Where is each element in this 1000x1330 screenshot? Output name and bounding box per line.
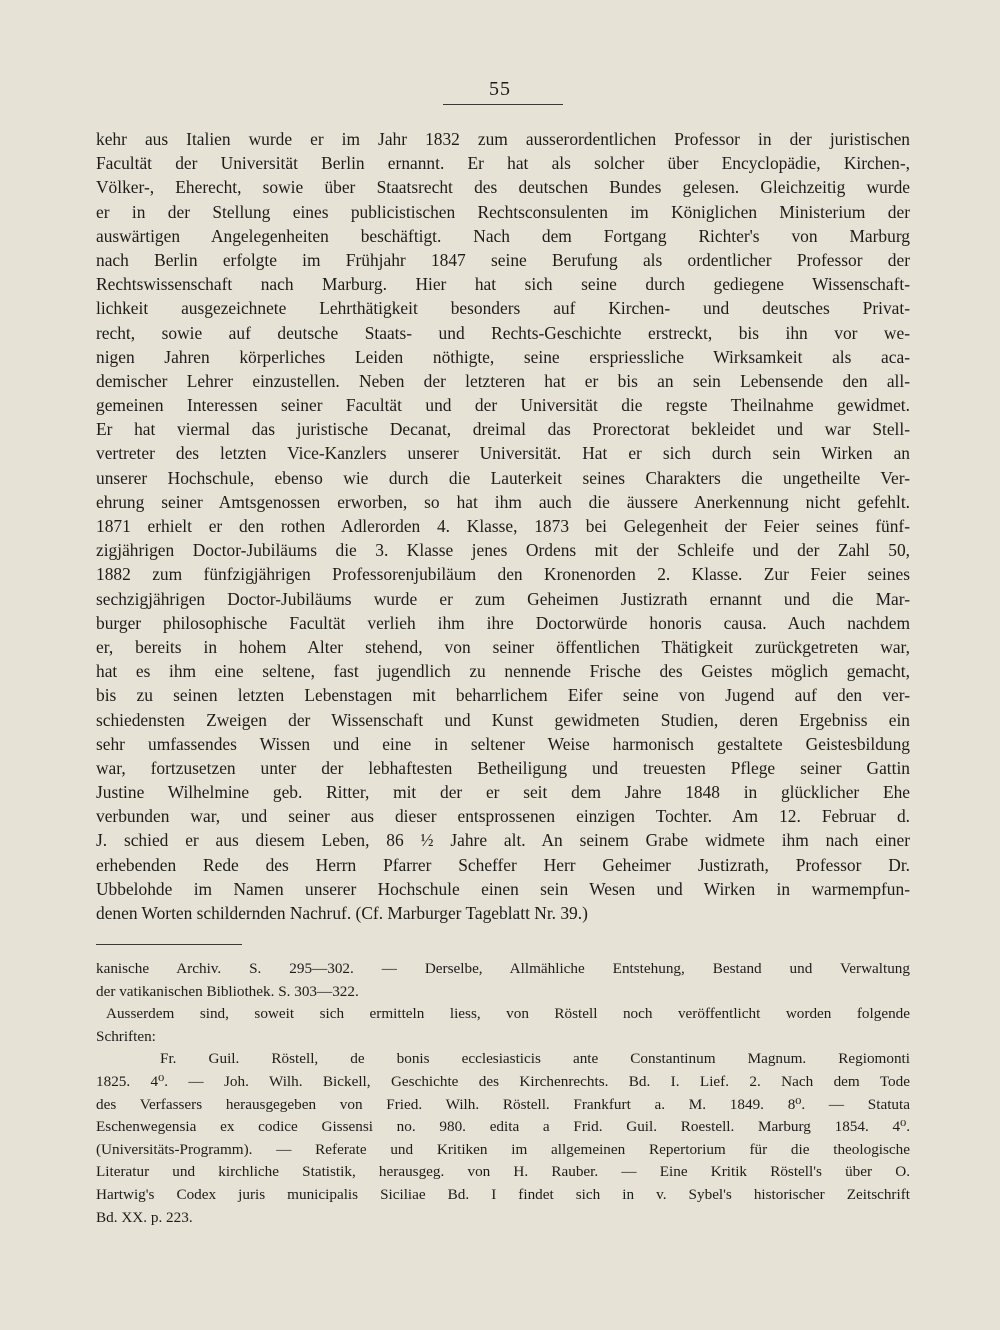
body-line: Rechtswissenschaft nach Marburg. Hier hat sich seine durch gediegene Wissenschaft- <box>96 274 910 295</box>
page-number-rule <box>443 104 563 105</box>
body-line: nach Berlin erfolgte im Frühjahr 1847 seine Berufung als ordentlicher Professor der <box>96 249 910 270</box>
body-line: Justine Wilhelmine geb. Ritter, mit der er seit dem Jahre 1848 in glücklicher Ehe <box>96 782 910 803</box>
body-line: burger philosophische Facultät verlieh ihm ihre Doctorwürde honoris causa. Auch nachdem <box>96 612 910 633</box>
body-line: sehr umfassendes Wissen und eine in seltener Weise harmonisch gestaltete Geistesbildung <box>96 733 910 754</box>
body-line: lichkeit ausgezeichnete Lehrthätigkeit besonders auf Kirchen- und deutsches Privat- <box>96 298 910 319</box>
footnote-rule <box>96 944 242 945</box>
body-line: J. schied er aus diesem Leben, 86 ½ Jahre alt. An seinem Grabe widmete ihm nach einer <box>96 830 910 851</box>
footnote-line: Ausserdem sind, soweit sich ermitteln liess, von Röstell noch veröffentlicht worden folgende <box>106 1005 910 1023</box>
body-line: recht, sowie auf deutsche Staats- und Rechts-Geschichte erstreckt, bis ihn vor we- <box>96 322 910 343</box>
body-line: er, bereits in hohem Alter stehend, von seiner öffentlichen Thätigkeit zurückgetreten war, <box>96 636 910 657</box>
footnotes <box>96 958 910 1229</box>
body-line: er in der Stellung eines publicistischen Rechtsconsulenten im Königlichen Ministerium der <box>96 201 910 222</box>
body-line: war, fortzusetzen unter der lebhaftesten Betheiligung und treuesten Pflege seiner Gattin <box>96 757 910 778</box>
footnote-line: Bd. XX. p. 223. <box>96 1208 193 1226</box>
body-line: kehr aus Italien wurde er im Jahr 1832 zum ausserordentlichen Professor in der juristischen <box>96 129 910 149</box>
footnote-line: Hartwig's Codex juris municipalis Siciliae Bd. I findet sich in v. Sybel's historischer Zeitschrift <box>96 1185 910 1203</box>
body-line: Völker-, Eherecht, sowie über Staatsrecht des deutschen Bundes gelesen. Gleichzeitig wurde <box>96 177 910 198</box>
footnote-line: 1825. 4⁰. — Joh. Wilh. Bickell, Geschichte des Kirchenrechts. Bd. I. Lief. 2. Nach dem Tode <box>96 1072 910 1090</box>
page-number: 55 <box>489 78 511 100</box>
footnote-line: kanische Archiv. S. 295—302. — Derselbe, Allmähliche Entstehung, Bestand und Verwaltung <box>96 960 910 977</box>
body-line: vertreter des letzten Vice-Kanzlers unserer Universität. Hat er sich durch sein Wirken an <box>96 443 910 464</box>
body-line: gemeinen Interessen seiner Facultät und der Universität die regste Theilnahme gewidmet. <box>96 395 910 416</box>
footnote-line: Fr. Guil. Röstell, de bonis ecclesiasticis ante Constantinum Magnum. Regiomonti <box>160 1050 910 1068</box>
body-line: demischer Lehrer einzustellen. Neben der letzteren hat er bis an sein Lebensende den all- <box>96 370 910 391</box>
body-line: verbunden war, und seiner aus dieser entsprossenen einzigen Tochter. Am 12. Februar d. <box>96 806 910 827</box>
footnote-line: der vatikanischen Bibliothek. S. 303—322. <box>96 982 359 1000</box>
body-line: denen Worten schildernden Nachruf. (Cf. Marburger Tageblatt Nr. 39.) <box>96 903 588 923</box>
body-line: schiedensten Zweigen der Wissenschaft und Kunst gewidmeten Studien, deren Ergebniss ein <box>96 709 910 730</box>
body-line: Facultät der Universität Berlin ernannt. Er hat als solcher über Encyclopädie, Kirchen-, <box>96 153 910 174</box>
footnote-line: Eschenwegensia ex codice Gissensi no. 980. edita a Frid. Guil. Roestell. Marburg 1854. 4⁰. <box>96 1118 910 1136</box>
footnote-line: Schriften: <box>96 1027 156 1045</box>
body-line: hat es ihm eine seltene, fast jugendlich zu nennende Frische des Geistes möglich gemacht, <box>96 661 910 682</box>
body-line: nigen Jahren körperliches Leiden nöthigte, seine erspriessliche Wirksamkeit als aca- <box>96 346 910 367</box>
body-line: auswärtigen Angelegenheiten beschäftigt. Nach dem Fortgang Richter's von Marburg <box>96 225 910 246</box>
body-line: zigjährigen Doctor-Jubiläums die 3. Klasse jenes Ordens mit der Schleife und der Zahl 50, <box>96 540 910 561</box>
body-line: 1871 erhielt er den rothen Adlerorden 4. Klasse, 1873 bei Gelegenheit der Feier seines fünf- <box>96 516 910 536</box>
footnote-line: (Universitäts-Programm). — Referate und Kritiken im allgemeinen Repertorium für die theologische <box>96 1140 910 1158</box>
body-line: Ubbelohde im Namen unserer Hochschule einen sein Wesen und Wirken in warmempfun- <box>96 878 910 899</box>
body-line: bis zu seinen letzten Lebenstagen mit beharrlichem Eifer seine von Jugend auf den ver- <box>96 685 910 706</box>
body-line: Er hat viermal das juristische Decanat, dreimal das Prorectorat bekleidet und war Stell- <box>96 419 910 440</box>
footnote-line: des Verfassers herausgegeben von Fried. Wilh. Röstell. Frankfurt a. M. 1849. 8⁰. — Statuta <box>96 1095 910 1113</box>
main-text <box>96 127 910 925</box>
body-line: ehrung seiner Amtsgenossen erworben, so hat ihm auch die äussere Anerkennung nicht gefehlt. <box>96 491 910 512</box>
body-line: sechzigjährigen Doctor-Jubiläums wurde er zum Geheimen Justizrath ernannt und die Mar- <box>96 588 910 609</box>
body-line: 1882 zum fünfzigjährigen Professorenjubiläum den Kronenorden 2. Klasse. Zur Feier seines <box>96 564 910 585</box>
footnote-line: Literatur und kirchliche Statistik, herausgeg. von H. Rauber. — Eine Kritik Röstell's über O. <box>96 1163 910 1181</box>
body-line: unserer Hochschule, ebenso wie durch die Lauterkeit seines Charakters die ungetheilte Ver- <box>96 467 910 488</box>
body-line: erhebenden Rede des Herrn Pfarrer Scheffer Herr Geheimer Justizrath, Professor Dr. <box>96 854 910 875</box>
